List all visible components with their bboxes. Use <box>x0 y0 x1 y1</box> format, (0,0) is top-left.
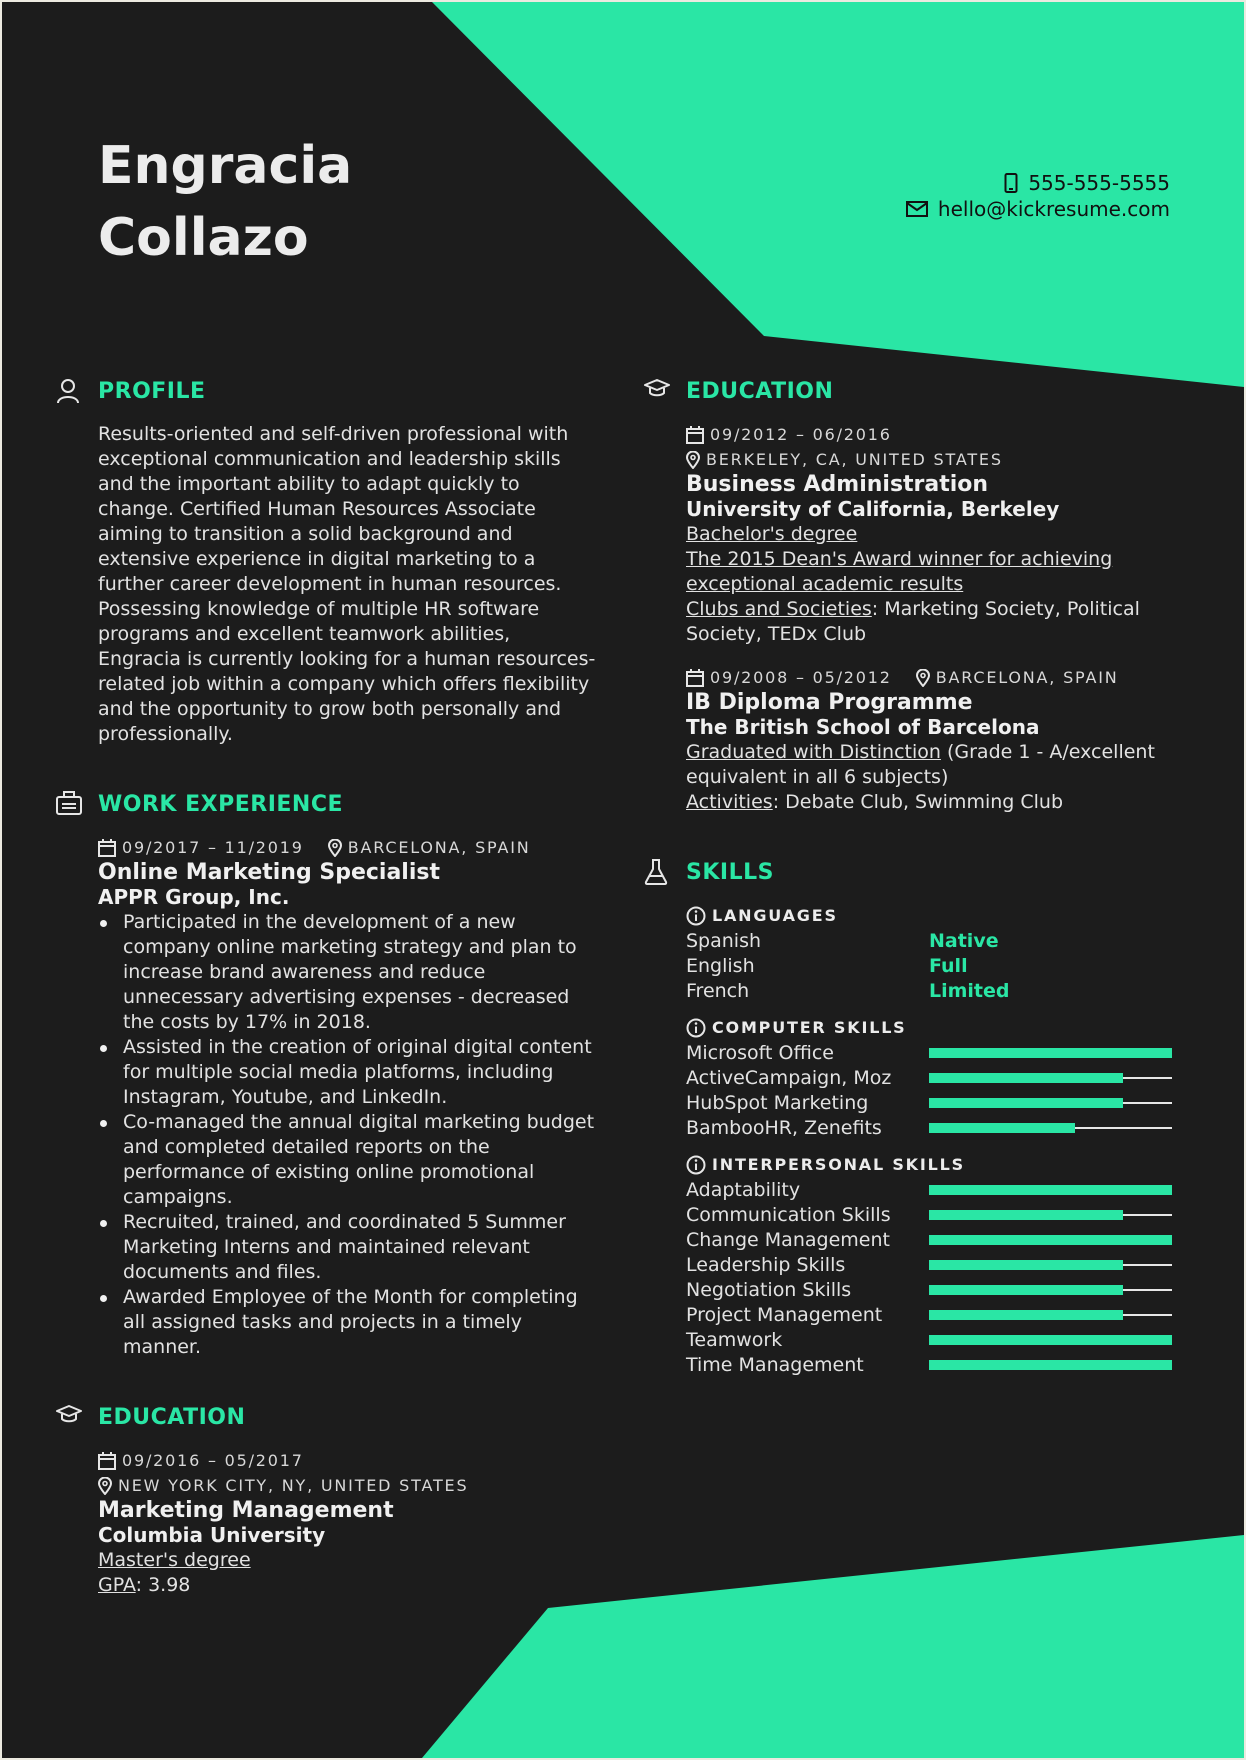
skill-level-bar <box>929 1098 1172 1108</box>
skill-row <box>686 1040 1174 1065</box>
profile-heading <box>98 374 598 410</box>
resume-page <box>2 2 1244 1758</box>
berkeley-dates: 09/2012 – 06/2016 <box>710 425 892 444</box>
skills-title: SKILLS <box>686 860 774 885</box>
skill-bar-fill <box>929 1285 1123 1295</box>
language-name: English <box>686 954 755 977</box>
skill-level-bar <box>929 1048 1172 1058</box>
language-level: Limited <box>929 979 1010 1002</box>
graduation-cap-icon <box>644 378 670 398</box>
work-bullet: Recruited, trained, and coordinated 5 Summer Marketing Interns and maintained relevant documents and files. <box>98 1210 598 1285</box>
work-title: WORK EXPERIENCE <box>98 792 343 817</box>
info-icon <box>686 906 706 926</box>
education-left-program: Marketing Management <box>98 1498 394 1523</box>
ib-school: The British School of Barcelona <box>686 715 1040 739</box>
education-entry-berkeley <box>686 422 1174 647</box>
education-left-dates: 09/2016 – 05/2017 <box>122 1451 304 1470</box>
skill-level-bar <box>929 1235 1172 1245</box>
skill-name: Time Management <box>686 1353 864 1376</box>
berkeley-program: Business Administration <box>686 472 989 497</box>
interpersonal-skills-heading <box>686 1152 1174 1177</box>
education-right-title: EDUCATION <box>686 379 834 404</box>
skill-row <box>686 1202 1174 1227</box>
education-entry-ib <box>686 665 1174 815</box>
language-row <box>686 978 1174 1003</box>
berkeley-award: The 2015 Dean's Award winner for achieving exceptional academic results <box>686 548 1113 595</box>
location-pin-icon <box>686 451 700 469</box>
berkeley-location: BERKELEY, CA, UNITED STATES <box>706 450 1003 469</box>
ib-program: IB Diploma Programme <box>686 690 973 715</box>
work-bullet: Assisted in the creation of original digital content for multiple social media platforms, including Instagram, Youtube, and LinkedIn. <box>98 1035 598 1110</box>
email-address[interactable]: hello@kickresume.com <box>937 197 1170 221</box>
skill-name: Teamwork <box>686 1328 783 1351</box>
berkeley-school: University of California, Berkeley <box>686 497 1060 521</box>
skill-row <box>686 1277 1174 1302</box>
skill-bar-fill <box>929 1335 1172 1345</box>
left-column <box>98 374 598 1598</box>
languages-title: LANGUAGES <box>712 906 838 925</box>
work-entry <box>98 835 598 1360</box>
skill-bar-fill <box>929 1260 1123 1270</box>
interpersonal-skills-title: INTERPERSONAL SKILLS <box>712 1155 965 1174</box>
skill-bar-fill <box>929 1073 1123 1083</box>
briefcase-icon <box>56 791 82 815</box>
berkeley-location-line <box>686 447 1174 472</box>
work-meta <box>98 835 598 860</box>
berkeley-clubs <box>686 597 1174 647</box>
distinction-text: (Grade 1 - A/excellent equivalent in all 6 subjects) <box>686 741 1155 788</box>
envelope-icon <box>906 201 928 217</box>
calendar-icon <box>98 839 116 857</box>
work-heading <box>98 787 598 823</box>
skill-bar-fill <box>929 1235 1172 1245</box>
education-right-heading <box>686 374 1174 410</box>
computer-skills-group <box>686 1015 1174 1140</box>
skill-name: HubSpot Marketing <box>686 1091 869 1114</box>
education-left-heading <box>98 1400 598 1436</box>
language-name: French <box>686 979 750 1002</box>
location-pin-icon <box>328 839 342 857</box>
work-company: APPR Group, Inc. <box>98 885 290 909</box>
skill-level-bar <box>929 1335 1172 1345</box>
calendar-icon <box>686 426 704 444</box>
skill-row <box>686 1252 1174 1277</box>
computer-skills-heading <box>686 1015 1174 1040</box>
ib-dates: 09/2008 – 05/2012 <box>710 668 892 687</box>
gpa-value: : 3.98 <box>135 1574 191 1596</box>
computer-skills-title: COMPUTER SKILLS <box>712 1018 907 1037</box>
skill-row <box>686 1327 1174 1352</box>
computer-skills-list <box>686 1040 1174 1140</box>
skill-name: BambooHR, Zenefits <box>686 1116 882 1139</box>
skill-name: Leadership Skills <box>686 1253 846 1276</box>
skill-bar-fill <box>929 1310 1123 1320</box>
education-left-title: EDUCATION <box>98 1405 246 1430</box>
info-icon <box>686 1155 706 1175</box>
skill-bar-fill <box>929 1098 1123 1108</box>
email-line <box>906 196 1170 222</box>
education-left-entry <box>98 1448 598 1598</box>
language-level: Native <box>929 929 999 952</box>
work-bullet: Awarded Employee of the Month for completing all assigned tasks and projects in a timely manner. <box>98 1285 598 1360</box>
first-name: Engracia <box>98 136 353 196</box>
berkeley-degree: Bachelor's degree <box>686 523 858 545</box>
skills-heading <box>686 855 1174 891</box>
interpersonal-skills-list <box>686 1177 1174 1377</box>
skill-level-bar <box>929 1185 1172 1195</box>
calendar-icon <box>98 1452 116 1470</box>
skill-row <box>686 1065 1174 1090</box>
info-icon <box>686 1018 706 1038</box>
skill-level-bar <box>929 1360 1172 1370</box>
language-row <box>686 928 1174 953</box>
contact-info <box>906 170 1170 222</box>
ib-meta <box>686 665 1174 690</box>
berkeley-dates-line <box>686 422 1174 447</box>
work-role: Online Marketing Specialist <box>98 860 440 885</box>
skill-level-bar <box>929 1073 1172 1083</box>
skill-name: Communication Skills <box>686 1203 891 1226</box>
work-bullets <box>98 910 598 1360</box>
languages-group <box>686 903 1174 1003</box>
skill-name: ActiveCampaign, Moz <box>686 1066 892 1089</box>
ib-activities <box>686 790 1174 815</box>
skill-name: Adaptability <box>686 1178 801 1201</box>
clubs-label: Clubs and Societies <box>686 598 872 620</box>
education-left-degree: Master's degree <box>98 1549 251 1571</box>
skill-bar-fill <box>929 1360 1172 1370</box>
skill-level-bar <box>929 1285 1172 1295</box>
education-left-school: Columbia University <box>98 1523 326 1547</box>
work-bullet: Co-managed the annual digital marketing budget and completed detailed reports on the performance of existing online promotional campaigns. <box>98 1110 598 1210</box>
gpa-label: GPA <box>98 1574 136 1596</box>
profile-title: PROFILE <box>98 379 206 404</box>
skill-level-bar <box>929 1123 1172 1133</box>
education-left-gpa <box>98 1573 598 1598</box>
skill-bar-fill <box>929 1123 1075 1133</box>
profile-text: Results-oriented and self-driven professional with exceptional communication and leadership skills and the important ability to adapt quickly to change. Certified Human Resources Associate aiming to transition a solid background and extensive experience in digital marketing to a further career development in human resources. Possessing knowledge of multiple HR software programs and excellent teamwork abilities, Engracia is currently looking for a human resources-related job within a company which offers flexibility and the opportunity to grow both personally and professionally. <box>98 423 596 745</box>
skill-row <box>686 1177 1174 1202</box>
skill-level-bar <box>929 1310 1172 1320</box>
location-pin-icon <box>98 1477 112 1495</box>
candidate-name <box>98 130 352 274</box>
work-bullet: Participated in the development of a new company online marketing strategy and plan to increase brand awareness and reduce unnecessary advertising expenses - decreased the costs by 17% in 2018. <box>98 910 598 1035</box>
flask-icon <box>644 859 668 885</box>
activities-text: : Debate Club, Swimming Club <box>772 791 1064 813</box>
language-name: Spanish <box>686 929 762 952</box>
skill-bar-fill <box>929 1048 1172 1058</box>
right-column <box>686 374 1174 1377</box>
skill-name: Change Management <box>686 1228 890 1251</box>
education-left-location: NEW YORK CITY, NY, UNITED STATES <box>118 1476 469 1495</box>
ib-distinction <box>686 740 1174 790</box>
phone-icon <box>1004 173 1018 193</box>
user-icon <box>56 378 80 404</box>
education-left-dates-line <box>98 1448 598 1473</box>
phone-line <box>906 170 1170 196</box>
education-left-location-line <box>98 1473 598 1498</box>
skill-bar-fill <box>929 1185 1172 1195</box>
calendar-icon <box>686 669 704 687</box>
ib-location: BARCELONA, SPAIN <box>935 668 1119 687</box>
skill-name: Project Management <box>686 1303 883 1326</box>
location-pin-icon <box>916 669 930 687</box>
distinction-label: Graduated with Distinction <box>686 741 941 763</box>
skill-row <box>686 1302 1174 1327</box>
language-row <box>686 953 1174 978</box>
phone-number[interactable]: 555-555-5555 <box>1028 171 1170 195</box>
skill-row <box>686 1352 1174 1377</box>
skill-name: Microsoft Office <box>686 1041 834 1064</box>
skill-name: Negotiation Skills <box>686 1278 852 1301</box>
work-location: BARCELONA, SPAIN <box>347 838 531 857</box>
language-level: Full <box>929 954 968 977</box>
activities-label: Activities <box>686 791 773 813</box>
work-dates: 09/2017 – 11/2019 <box>122 838 304 857</box>
graduation-cap-icon <box>56 1404 82 1424</box>
skill-row <box>686 1227 1174 1252</box>
languages-heading <box>686 903 1174 928</box>
skill-row <box>686 1090 1174 1115</box>
skill-bar-fill <box>929 1210 1123 1220</box>
clubs-text: : Marketing Society, Political Society, TEDx Club <box>686 598 1140 645</box>
skill-row <box>686 1115 1174 1140</box>
last-name: Collazo <box>98 208 309 268</box>
skill-level-bar <box>929 1260 1172 1270</box>
interpersonal-skills-group <box>686 1152 1174 1377</box>
skill-level-bar <box>929 1210 1172 1220</box>
